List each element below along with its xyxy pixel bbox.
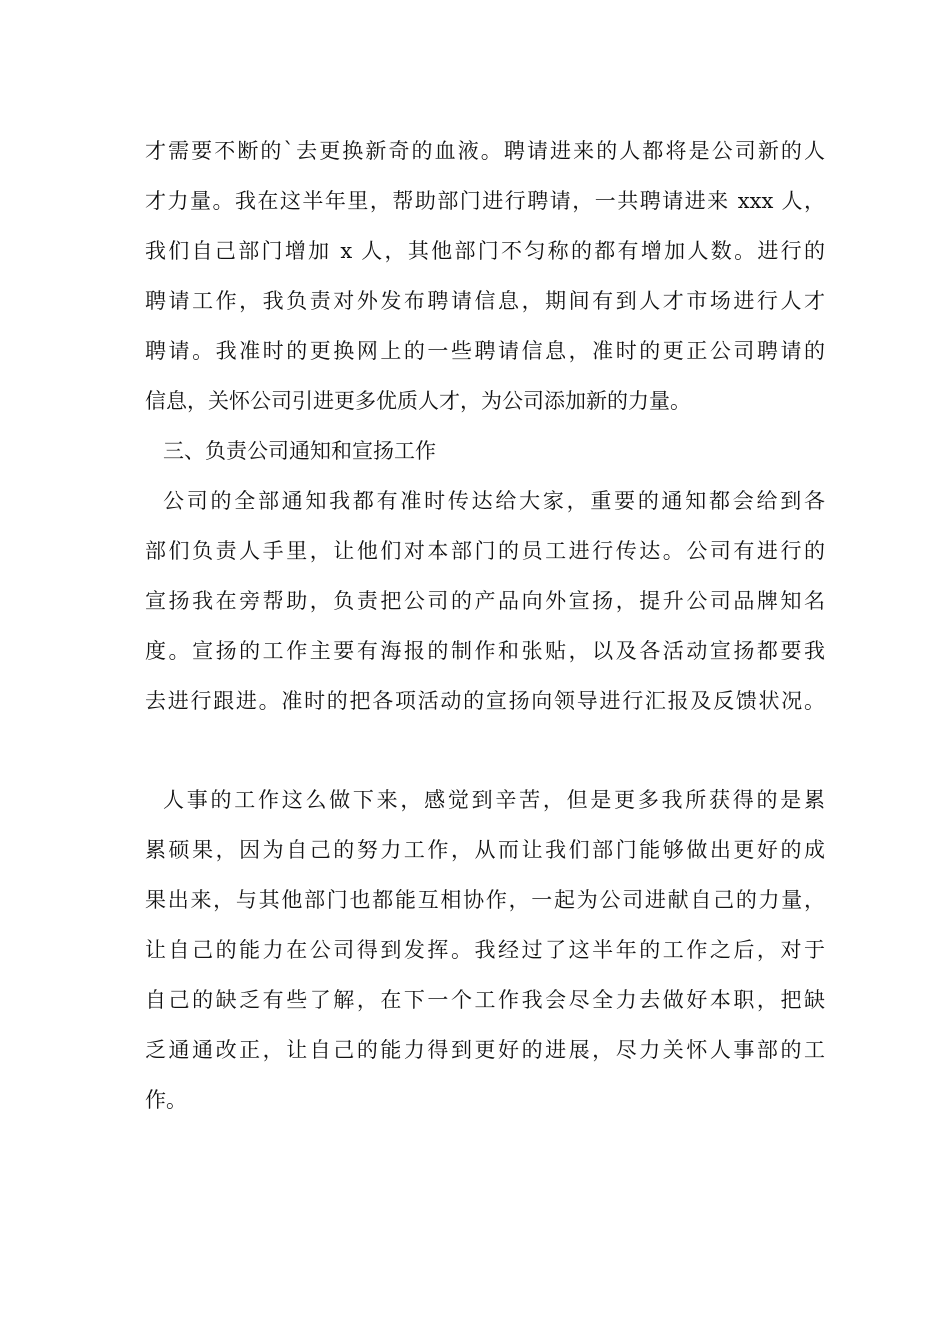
paragraph-line: 让自己的能力在公司得到发挥。我经过了这半年的工作之后，对于 [145,938,825,962]
paragraph-line: 才需要不断的`去更换新奇的血液。聘请进来的人都将是公司新的人 [145,139,825,163]
section-heading: 三、负责公司通知和宣扬工作 [163,439,436,463]
paragraph-line: 人事的工作这么做下来，感觉到辛苦，但是更多我所获得的是累 [163,788,825,812]
paragraph-line: 聘请工作，我负责对外发布聘请信息，期间有到人才市场进行人才 [145,289,825,313]
paragraph-line: 作。 [145,1088,187,1112]
paragraph-line: 累硕果，因为自己的努力工作，从而让我们部门能够做出更好的成 [145,838,825,862]
paragraph-line: 信息，关怀公司引进更多优质人才，为公司添加新的力量。 [145,389,691,413]
paragraph-line: 度。宣扬的工作主要有海报的制作和张贴，以及各活动宣扬都要我 [145,639,825,663]
paragraph-line: 公司的全部通知我都有准时传达给大家，重要的通知都会给到各 [163,489,825,513]
paragraph-line: 部们负责人手里，让他们对本部门的员工进行传达。公司有进行的 [145,539,825,563]
paragraph-line: 去进行跟进。准时的把各项活动的宣扬向领导进行汇报及反馈状况。 [145,689,825,713]
paragraph-line: 聘请。我准时的更换网上的一些聘请信息，准时的更正公司聘请的 [145,339,825,363]
paragraph-line: 乏通通改正，让自己的能力得到更好的进展，尽力关怀人事部的工 [145,1038,825,1062]
paragraph-line: 我们自己部门增加 x 人，其他部门不匀称的都有增加人数。进行的 [145,239,825,263]
paragraph-line: 果出来，与其他部门也都能互相协作，一起为公司进献自己的力量， [145,888,825,912]
paragraph-line: 才力量。我在这半年里，帮助部门进行聘请，一共聘请进来 xxx 人， [145,189,825,213]
paragraph-line: 宣扬我在旁帮助，负责把公司的产品向外宣扬，提升公司品牌知名 [145,589,825,613]
paragraph-line: 自己的缺乏有些了解，在下一个工作我会尽全力去做好本职，把缺 [145,988,825,1012]
